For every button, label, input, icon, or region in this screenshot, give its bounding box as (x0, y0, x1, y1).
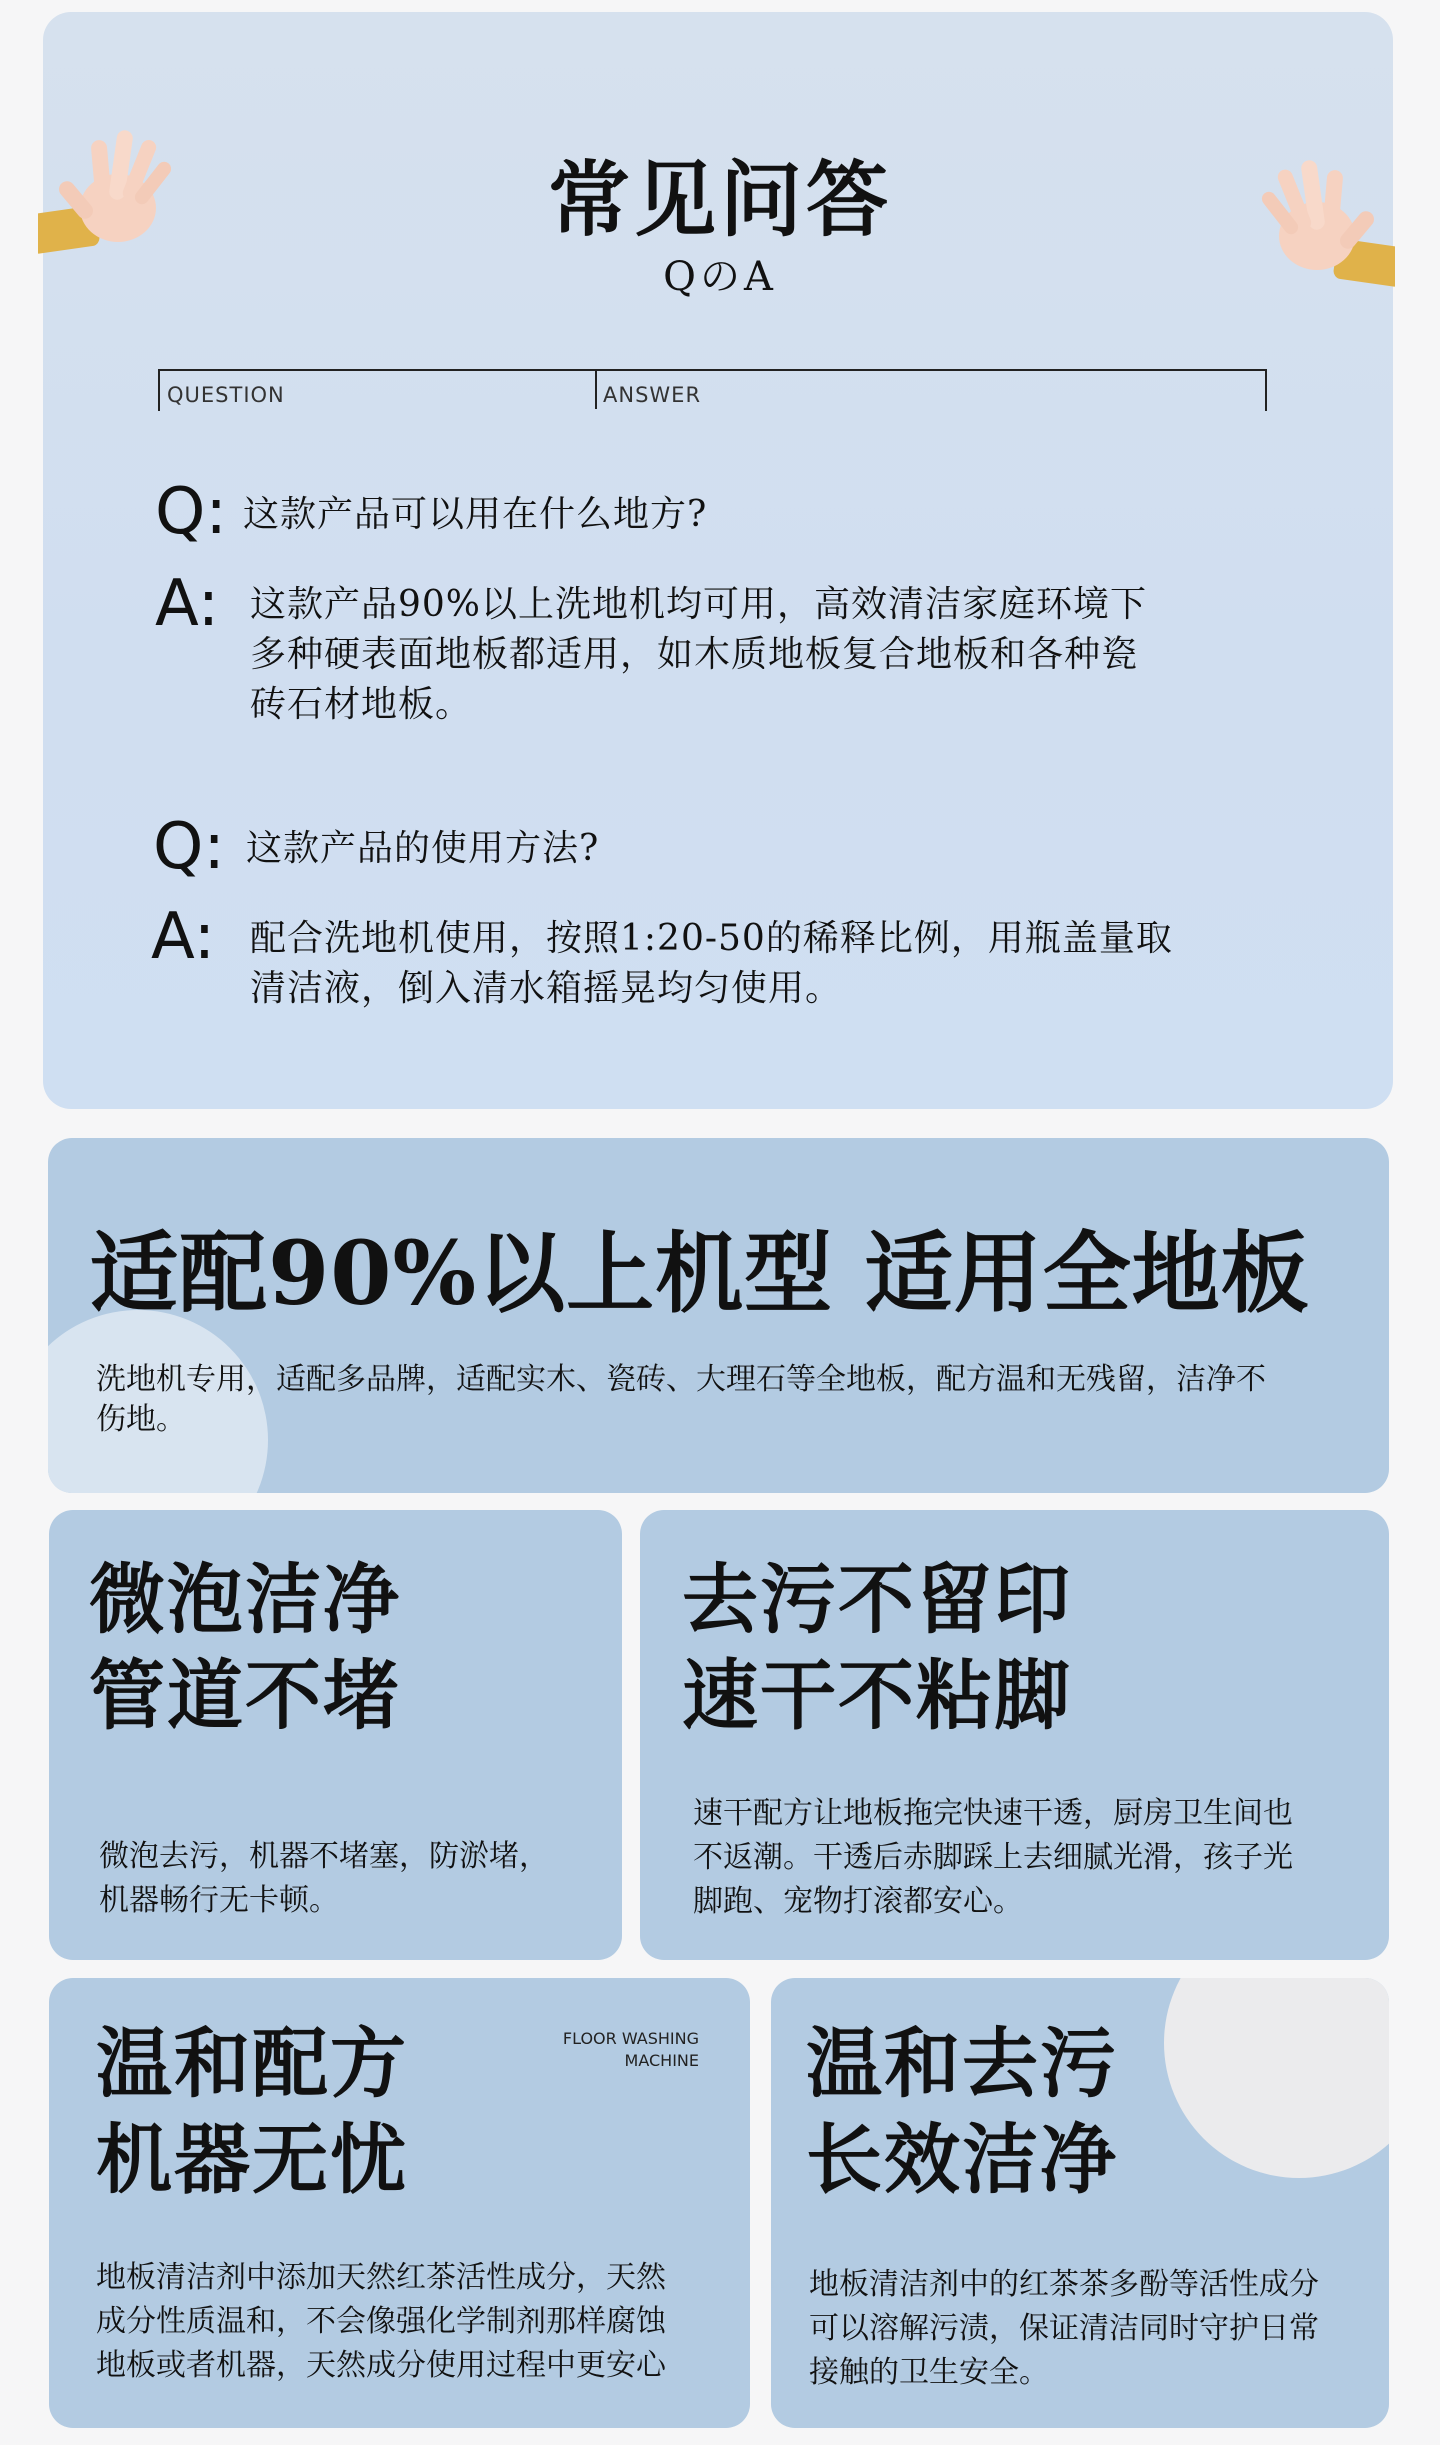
q-label: Q: (155, 475, 227, 549)
banner-card (48, 1138, 1389, 1493)
faq-answer-1 (250, 580, 1147, 730)
feature-body-line: 脚跑、宠物打滚都安心。 (693, 1884, 1023, 1919)
faq-answer-1-line: 多种硬表面地板都适用，如木质地板复合地板和各种瓷 (250, 634, 1139, 675)
feature-title-line: 去污不留印 (682, 1555, 1072, 1644)
banner-body-line: 洗地机专用，适配多品牌，适配实木、瓷砖、大理石等全地板，配方温和无残留，洁净不 (96, 1362, 1266, 1397)
faq-question-2: 这款产品的使用方法? (246, 828, 600, 869)
banner-body (96, 1360, 1386, 1440)
faq-answer-1-line: 砖石材地板。 (250, 684, 473, 725)
feature-body (809, 2263, 1319, 2395)
feature-body (99, 1835, 549, 1923)
faq-question-1: 这款产品可以用在什么地方? (243, 494, 708, 535)
feature-card-microbubble (49, 1510, 622, 1960)
faq-header-rule (158, 369, 1267, 411)
feature-card-long-lasting (771, 1978, 1389, 2428)
banner-title: 适配90%以上机型 适用全地板 (90, 1221, 1310, 1325)
feature-body-line: 地板清洁剂中的红茶茶多酚等活性成分 (809, 2267, 1319, 2302)
feature-body-line: 地板清洁剂中添加天然红茶活性成分，天然 (96, 2260, 666, 2295)
feature-body-line: 接触的卫生安全。 (809, 2355, 1049, 2390)
feature-body-line: 地板或者机器，天然成分使用过程中更安心 (96, 2348, 666, 2383)
feature-body (693, 1792, 1293, 1924)
q-label: Q: (153, 810, 225, 884)
feature-body (96, 2256, 666, 2388)
feature-title-line: 机器无忧 (96, 2115, 408, 2204)
feature-title-line: 微泡洁净 (89, 1555, 401, 1644)
feature-title-line: 管道不堵 (89, 1651, 401, 1740)
feature-title-line: 长效洁净 (806, 2115, 1118, 2204)
a-label: A: (155, 567, 220, 641)
feature-card-gentle-formula (49, 1978, 750, 2428)
feature-body-line: 不返潮。干透后赤脚踩上去细腻光滑，孩子光 (693, 1840, 1293, 1875)
a-label: A: (151, 900, 216, 974)
tag-line: FLOOR WASHING (562, 2029, 699, 2048)
faq-answer-1-line: 这款产品90%以上洗地机均可用，高效清洁家庭环境下 (250, 584, 1148, 625)
banner-body-line: 伤地。 (96, 1402, 186, 1437)
feature-body-line: 可以溶解污渍，保证清洁同时守护日常 (809, 2311, 1319, 2346)
tag-line: MACHINE (624, 2051, 699, 2070)
faq-answer-2-line: 配合洗地机使用，按照1:20-50的稀释比例，用瓶盖量取 (250, 918, 1173, 959)
feature-title-line: 温和配方 (96, 2019, 408, 2108)
feature-title (682, 1552, 1072, 1744)
decor-circle (1164, 1978, 1389, 2178)
feature-body-line: 机器畅行无卡顿。 (99, 1883, 339, 1918)
feature-body-line: 速干配方让地板拖完快速干透，厨房卫生间也 (693, 1796, 1293, 1831)
faq-subtitle: QのA (663, 254, 777, 300)
faq-answer-2-line: 清洁液，倒入清水箱摇晃均匀使用。 (250, 968, 843, 1009)
faq-header-divider (595, 369, 597, 409)
floor-washing-tag (499, 2028, 699, 2072)
feature-title (806, 2016, 1118, 2208)
question-header: QUESTION (167, 383, 285, 407)
feature-body-line: 微泡去污，机器不堵塞，防淤堵， (99, 1839, 549, 1874)
feature-body-line: 成分性质温和，不会像强化学制剂那样腐蚀 (96, 2304, 666, 2339)
feature-title-line: 温和去污 (806, 2019, 1118, 2108)
feature-title (89, 1552, 401, 1744)
faq-title: 常见问答 (547, 152, 892, 248)
answer-header: ANSWER (603, 383, 702, 407)
feature-card-quick-dry (640, 1510, 1389, 1960)
faq-answer-2 (250, 914, 1173, 1014)
feature-title (96, 2016, 408, 2208)
feature-title-line: 速干不粘脚 (682, 1651, 1072, 1740)
